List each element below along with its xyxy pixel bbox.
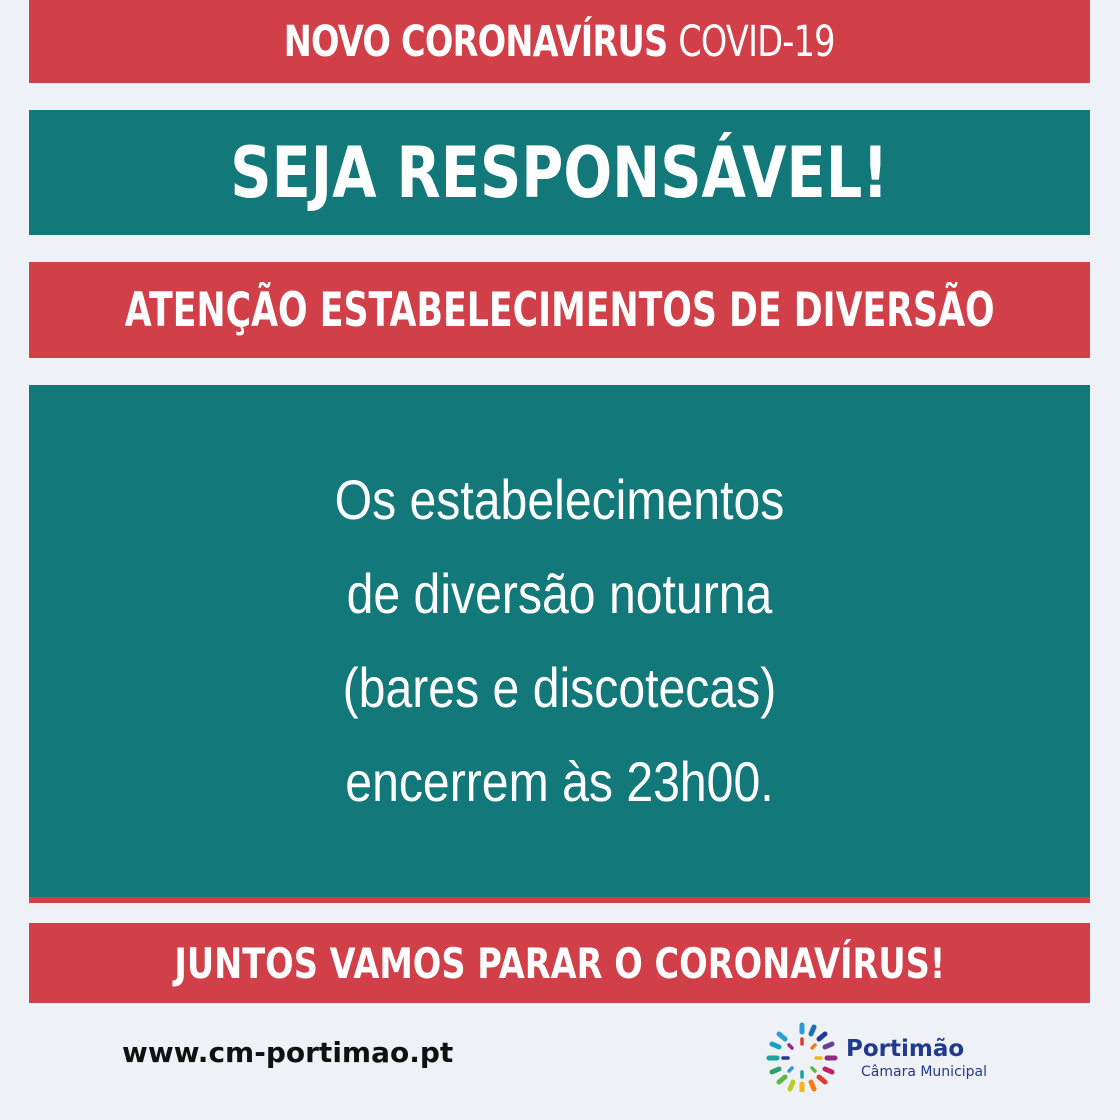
headline-banner	[29, 110, 1090, 235]
header-banner	[29, 0, 1090, 83]
message-panel	[29, 385, 1090, 903]
header-title-light: COVID-19	[678, 16, 835, 67]
logo-sunburst-icon	[766, 1022, 842, 1092]
message-line-1: Os estabelecimentos	[334, 468, 785, 531]
header-title-bold: NOVO CORONAVÍRUS	[283, 16, 668, 67]
message-line-4: encerrem às 23h00.	[345, 750, 774, 813]
header-title	[284, 17, 835, 67]
subhead-banner	[29, 262, 1090, 358]
message-line-2: de diversão noturna	[346, 562, 773, 625]
slogan-text: JUNTOS VAMOS PARAR O CORONAVÍRUS!	[174, 938, 945, 988]
portimao-logo	[766, 1022, 1006, 1092]
subhead-text: ATENÇÃO ESTABELECIMENTOS DE DIVERSÃO	[124, 282, 995, 338]
headline-text: SEJA RESPONSÁVEL!	[230, 131, 889, 214]
slogan-banner	[29, 923, 1090, 1003]
logo-subtitle: Câmara Municipal	[861, 1064, 988, 1080]
website-url[interactable]: www.cm-portimao.pt	[122, 1036, 454, 1069]
message-line-3: (bares e discotecas)	[342, 656, 777, 719]
logo-name: Portimão	[846, 1036, 965, 1062]
message-text	[335, 453, 785, 829]
